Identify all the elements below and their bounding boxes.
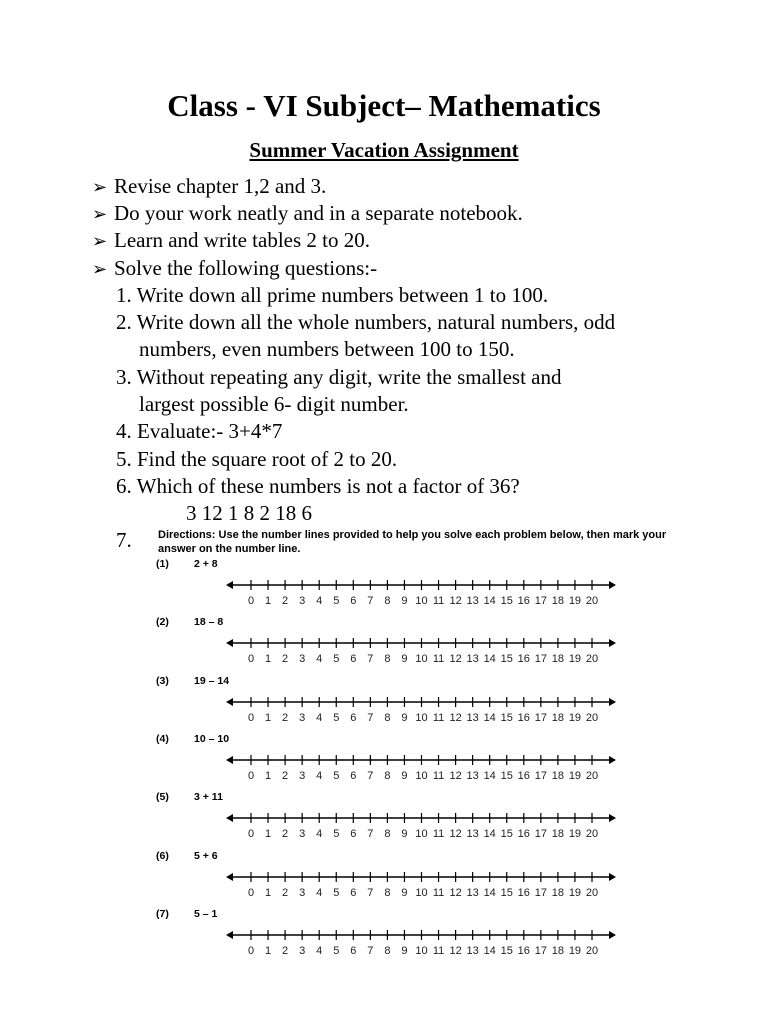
- arrow-left-icon: [226, 814, 233, 822]
- arrow-right-icon: [609, 639, 616, 647]
- number-line-label: 3: [299, 769, 306, 782]
- number-line-label: 14: [483, 653, 496, 666]
- factor-options: 3 12 1 8 2 18 6: [186, 501, 312, 525]
- arrow-right-icon: [609, 581, 616, 589]
- number-line-label: 19: [568, 828, 582, 841]
- number-line-label: 10: [415, 886, 428, 899]
- number-line-label: 16: [517, 595, 530, 607]
- number-line[interactable]: [225, 634, 620, 664]
- number-line-label: 3: [299, 886, 306, 899]
- number-line-label: 5: [333, 595, 340, 607]
- number-line-label: 13: [466, 828, 479, 841]
- number-line-label: 2: [282, 828, 289, 841]
- question-number: 7.: [116, 528, 132, 552]
- number-line-label: 18: [551, 886, 565, 899]
- problem-expression: 18 – 8: [194, 616, 224, 629]
- arrow-right-icon: [609, 814, 616, 822]
- number-line-label: 4: [316, 711, 323, 724]
- number-line-label: 11: [432, 653, 445, 666]
- problem-number: (6): [156, 849, 169, 862]
- instruction-item: [92, 201, 523, 226]
- number-line[interactable]: [225, 576, 620, 606]
- problem-number: (2): [156, 616, 169, 629]
- question-text: Evaluate:- 3+4*7: [131, 419, 283, 443]
- number-line-label: 20: [585, 886, 599, 899]
- arrow-left-icon: [226, 581, 233, 589]
- problem-number: (7): [156, 907, 169, 920]
- number-line-label: 0: [247, 886, 255, 899]
- instruction-item: [92, 228, 370, 253]
- arrow-bullet-icon: ➢: [92, 204, 108, 224]
- number-line-label: 5: [333, 769, 340, 782]
- arrow-left-icon: [226, 639, 233, 647]
- number-line-label: 10: [415, 595, 428, 607]
- number-line-label: 5: [333, 711, 340, 724]
- number-line-label: 20: [585, 653, 599, 666]
- problem-expression: 5 + 6: [194, 849, 218, 862]
- number-line-label: 9: [401, 711, 408, 724]
- number-line-label: 15: [500, 711, 513, 724]
- number-line-label: 9: [401, 769, 408, 782]
- number-line-label: 12: [449, 944, 462, 957]
- number-line-label: 5: [333, 828, 340, 841]
- number-line-label: 19: [568, 711, 582, 724]
- number-line-label: 2: [282, 595, 289, 607]
- instruction-text: Solve the following questions:-: [114, 256, 378, 280]
- number-line-label: 15: [500, 653, 513, 666]
- number-line-label: 1: [264, 828, 272, 841]
- worksheet-directions: Directions: Use the number lines provided to help you solve each problem below, then mark your answer on the number line.: [158, 529, 667, 555]
- number-line-label: 18: [551, 653, 565, 666]
- number-line-label: 2: [282, 653, 289, 666]
- number-line-label: 4: [316, 653, 323, 666]
- number-line-label: 15: [500, 828, 513, 841]
- number-line-label: 14: [483, 769, 496, 782]
- instruction-item: [92, 174, 326, 199]
- number-line-label: 6: [350, 595, 357, 607]
- number-line-label: 11: [432, 711, 445, 724]
- number-line-label: 13: [466, 595, 479, 607]
- question-number: 1.: [116, 283, 132, 307]
- question-item: [116, 419, 282, 444]
- number-line-label: 1: [264, 711, 272, 724]
- arrow-right-icon: [609, 873, 616, 881]
- number-line-label: 8: [384, 886, 391, 899]
- number-line-label: 16: [517, 711, 530, 724]
- number-line[interactable]: [225, 693, 620, 723]
- question-number: 6.: [116, 474, 132, 498]
- number-line-label: 0: [247, 828, 255, 841]
- question-text: Write down all prime numbers between 1 to 100.: [136, 283, 549, 307]
- number-line-label: 11: [432, 886, 445, 899]
- question-text: Write down all the whole numbers, natural numbers, odd: [136, 310, 616, 334]
- number-line-label: 8: [384, 944, 391, 957]
- number-line-label: 14: [483, 944, 496, 957]
- number-line-label: 15: [500, 595, 513, 607]
- question-text-continued: numbers, even numbers between 100 to 150.: [139, 337, 515, 361]
- question-item: [116, 310, 615, 335]
- number-line-label: 10: [415, 944, 428, 957]
- number-line-label: 13: [466, 711, 479, 724]
- number-line-label: 7: [367, 653, 374, 666]
- number-line-label: 8: [384, 769, 391, 782]
- question-number: 4.: [116, 419, 132, 443]
- number-line-label: 20: [585, 944, 599, 957]
- number-line-label: 7: [367, 886, 374, 899]
- number-line-label: 12: [449, 653, 462, 666]
- number-line-label: 8: [384, 595, 391, 607]
- instruction-text: Revise chapter 1,2 and 3.: [114, 174, 327, 198]
- number-line-label: 8: [384, 653, 391, 666]
- problem-expression: 2 + 8: [194, 558, 218, 570]
- number-line-label: 17: [534, 769, 547, 782]
- question-item: [116, 474, 520, 499]
- number-line-label: 10: [415, 769, 428, 782]
- number-line-label: 6: [350, 653, 357, 666]
- number-line-label: 2: [282, 769, 289, 782]
- number-line-label: 5: [333, 944, 340, 957]
- number-line-label: 20: [585, 595, 599, 607]
- number-line-label: 2: [282, 944, 289, 957]
- problem-number: (4): [156, 732, 169, 745]
- number-line-label: 0: [247, 653, 255, 666]
- number-line-label: 16: [517, 653, 530, 666]
- problem-expression: 10 – 10: [194, 732, 230, 745]
- number-line-label: 19: [568, 595, 582, 607]
- number-line-label: 14: [483, 711, 496, 724]
- number-line-label: 2: [282, 886, 289, 899]
- arrow-left-icon: [226, 698, 233, 706]
- number-line-label: 19: [568, 944, 582, 957]
- arrow-left-icon: [226, 873, 233, 881]
- number-line-label: 12: [449, 828, 462, 841]
- number-line-label: 10: [415, 653, 428, 666]
- number-line-label: 7: [367, 828, 374, 841]
- number-line-label: 17: [534, 711, 547, 724]
- number-line-label: 1: [264, 653, 272, 666]
- number-line-label: 20: [585, 769, 599, 782]
- problem-number: (1): [156, 558, 169, 570]
- number-line-label: 3: [299, 653, 306, 666]
- number-line-label: 17: [534, 886, 547, 899]
- number-line-label: 20: [585, 711, 599, 724]
- number-line-label: 12: [449, 595, 462, 607]
- number-line-label: 1: [264, 944, 272, 957]
- number-line-label: 16: [517, 828, 530, 841]
- number-line-label: 13: [466, 653, 479, 666]
- question-text: Find the square root of 2 to 20.: [137, 447, 398, 471]
- problem-expression: 3 + 11: [194, 791, 223, 804]
- number-line-label: 4: [316, 828, 323, 841]
- number-line-label: 7: [367, 944, 374, 957]
- problem-expression: 5 – 1: [194, 907, 218, 920]
- question-item: [116, 365, 562, 390]
- number-line-label: 14: [483, 828, 496, 841]
- number-line-label: 6: [350, 769, 357, 782]
- question-item: [116, 447, 397, 472]
- number-line-label: 9: [401, 886, 408, 899]
- number-line-label: 12: [449, 711, 462, 724]
- number-line-label: 11: [432, 944, 445, 957]
- number-line-label: 4: [316, 769, 323, 782]
- number-line-label: 10: [415, 711, 428, 724]
- number-line-label: 6: [350, 886, 357, 899]
- number-line-label: 18: [551, 711, 565, 724]
- number-line-label: 18: [551, 769, 565, 782]
- instruction-text: Learn and write tables 2 to 20.: [114, 228, 370, 252]
- number-line-label: 15: [500, 944, 513, 957]
- number-line-label: 18: [551, 944, 565, 957]
- instruction-text: Do your work neatly and in a separate notebook.: [114, 201, 523, 225]
- question-number: 2.: [116, 310, 132, 334]
- number-line-label: 4: [316, 944, 323, 957]
- number-line-label: 19: [568, 653, 582, 666]
- number-line-label: 14: [483, 595, 496, 607]
- instruction-item: [92, 256, 377, 281]
- number-line-label: 3: [299, 828, 306, 841]
- arrow-left-icon: [226, 756, 233, 764]
- number-line-label: 9: [401, 595, 408, 607]
- number-line-label: 15: [500, 769, 513, 782]
- number-line-label: 6: [350, 944, 357, 957]
- question-item: [116, 283, 548, 308]
- number-line-label: 14: [483, 886, 496, 899]
- number-line-label: 9: [401, 828, 408, 841]
- problem-number: (3): [156, 674, 169, 687]
- question-text: Which of these numbers is not a factor of 36?: [136, 474, 520, 498]
- number-line-label: 17: [534, 595, 547, 607]
- number-line-label: 6: [350, 711, 357, 724]
- number-line-label: 0: [247, 711, 255, 724]
- number-line-label: 5: [333, 653, 340, 666]
- number-line-label: 9: [401, 944, 408, 957]
- number-line-label: 7: [367, 711, 374, 724]
- number-line-label: 11: [432, 595, 445, 607]
- number-line-label: 12: [449, 886, 462, 899]
- page-title: Class - VI Subject– Mathematics: [167, 88, 601, 123]
- arrow-right-icon: [609, 756, 616, 764]
- number-line-label: 11: [432, 828, 445, 841]
- number-line[interactable]: [225, 926, 620, 956]
- number-line-label: 19: [568, 886, 582, 899]
- number-line-label: 1: [264, 886, 272, 899]
- number-line-label: 13: [466, 886, 479, 899]
- number-line-label: 13: [466, 769, 479, 782]
- arrow-left-icon: [226, 931, 233, 939]
- number-line-label: 7: [367, 769, 374, 782]
- number-line-label: 2: [282, 711, 289, 724]
- number-line-label: 17: [534, 828, 547, 841]
- problem-expression: 19 – 14: [194, 674, 230, 687]
- number-line-label: 16: [517, 769, 530, 782]
- number-line-label: 8: [384, 711, 391, 724]
- question-text-continued: largest possible 6- digit number.: [139, 392, 409, 416]
- number-line-label: 0: [247, 769, 255, 782]
- number-line-label: 20: [585, 828, 599, 841]
- number-line-label: 4: [316, 595, 323, 607]
- number-line-label: 17: [534, 653, 547, 666]
- number-line-label: 3: [299, 595, 306, 607]
- problem-number: (5): [156, 791, 169, 804]
- number-line-label: 0: [247, 944, 255, 957]
- number-line-label: 18: [551, 595, 565, 607]
- number-line-label: 7: [367, 595, 374, 607]
- number-line-label: 19: [568, 769, 582, 782]
- number-line-label: 17: [534, 944, 547, 957]
- page-subtitle: Summer Vacation Assignment: [249, 138, 519, 162]
- question-number: 5.: [116, 447, 132, 471]
- number-line-label: 16: [517, 886, 530, 899]
- number-line-label: 16: [517, 944, 530, 957]
- question-text: Without repeating any digit, write the smallest and: [136, 365, 562, 389]
- number-line-label: 4: [316, 886, 323, 899]
- number-line[interactable]: [225, 751, 620, 781]
- number-line-label: 1: [264, 595, 272, 607]
- number-line-label: 15: [500, 886, 513, 899]
- arrow-right-icon: [609, 698, 616, 706]
- number-line-label: 10: [415, 828, 428, 841]
- question-number: 3.: [116, 365, 132, 389]
- arrow-bullet-icon: ➢: [92, 231, 108, 251]
- number-line-label: 8: [384, 828, 391, 841]
- number-line-label: 18: [551, 828, 565, 841]
- number-line-label: 1: [264, 769, 272, 782]
- number-line-label: 13: [466, 944, 479, 957]
- number-line-label: 3: [299, 711, 306, 724]
- number-line-label: 0: [247, 595, 255, 607]
- number-line[interactable]: [225, 809, 620, 839]
- arrow-right-icon: [609, 931, 616, 939]
- number-line-label: 3: [299, 944, 306, 957]
- number-line-label: 9: [401, 653, 408, 666]
- arrow-bullet-icon: ➢: [92, 177, 108, 197]
- number-line-label: 12: [449, 769, 462, 782]
- number-line-label: 11: [432, 769, 445, 782]
- number-line[interactable]: [225, 868, 620, 898]
- number-line-label: 5: [333, 886, 340, 899]
- number-line-label: 6: [350, 828, 357, 841]
- arrow-bullet-icon: ➢: [92, 259, 108, 279]
